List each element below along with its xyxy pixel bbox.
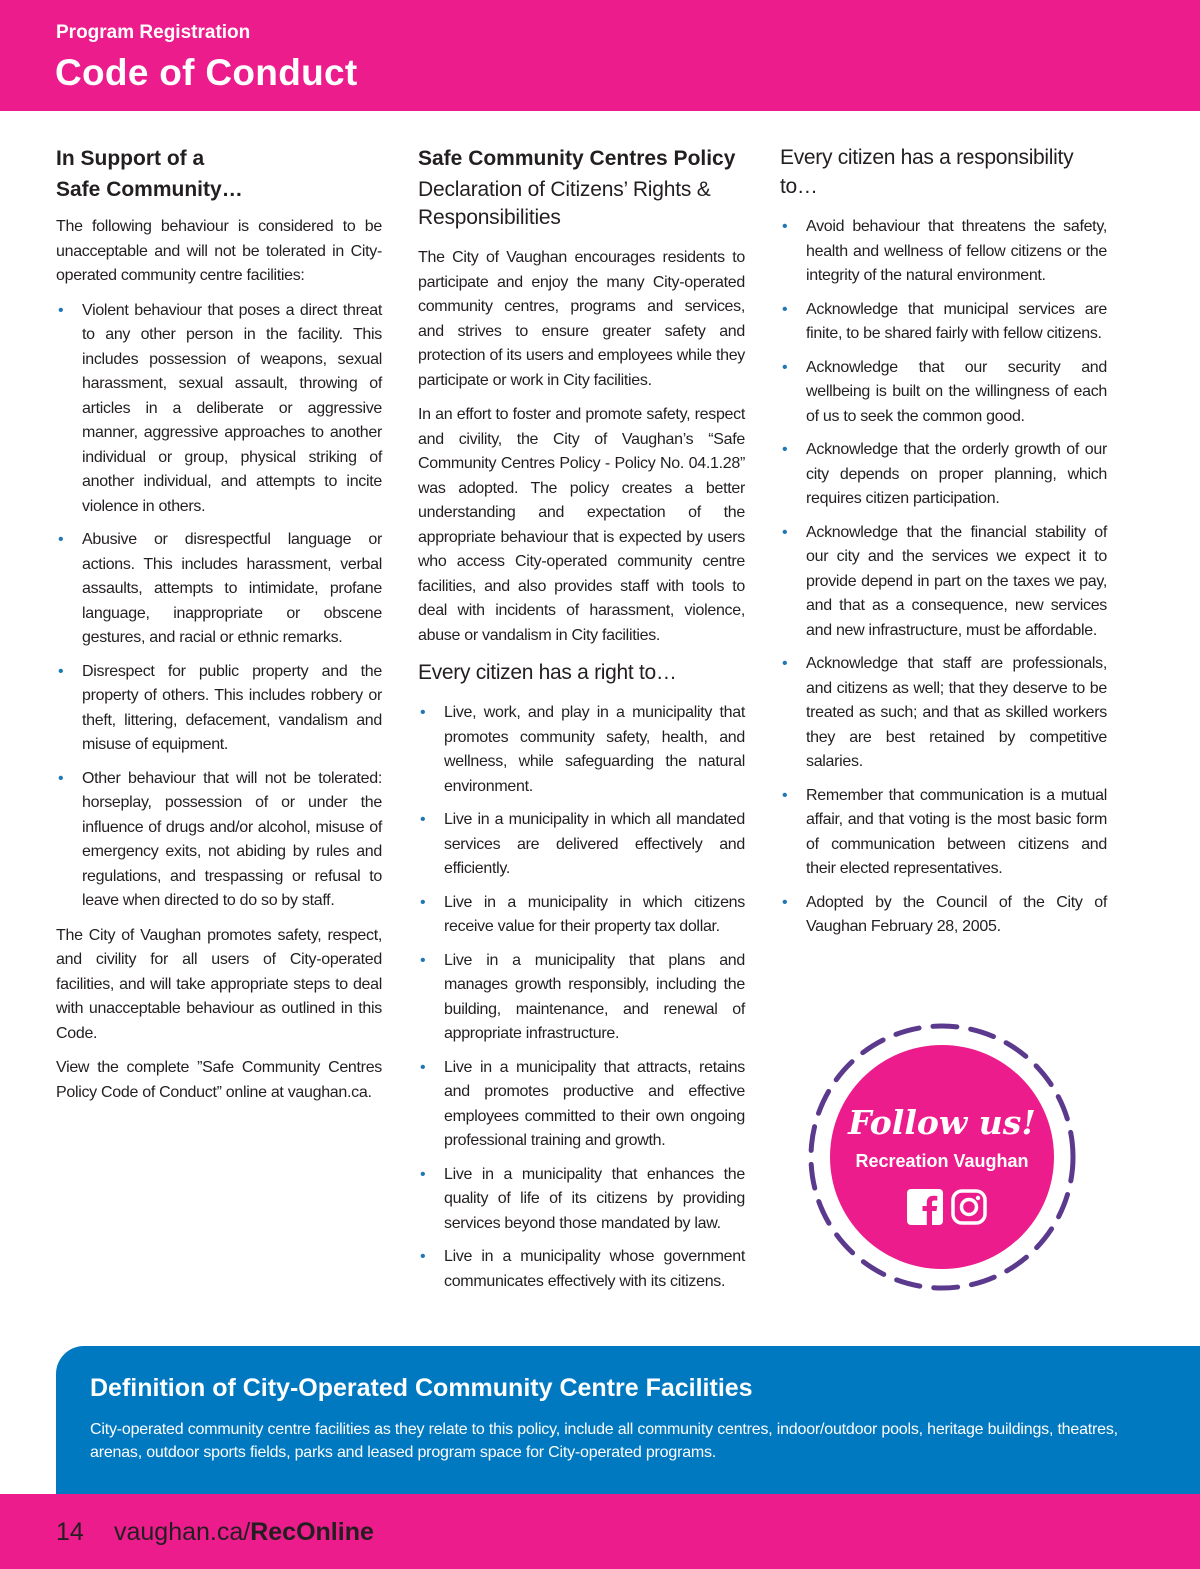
- responsibilities-heading: Every citizen has a responsibility to…: [780, 146, 1074, 198]
- definition-text: City-operated community centre facilities as they relate to this policy, include all community centres, indoor/outdoor pools, heritage buildings, theatres, arenas, outdoor sports fields, parks and leased program space for City-operated programs.: [90, 1421, 1118, 1461]
- list-item: • Acknowledge that municipal services are finite, to be shared fairly with fellow citizens.: [780, 298, 1107, 347]
- list-item: • Live in a municipality that enhances the quality of life of its citizens by providing services beyond those mandated by law.: [418, 1163, 745, 1237]
- list-item: • Live in a municipality that plans and manages growth responsibly, including the building, maintenance, and renewal of appropriate infrastructure.: [418, 949, 745, 1047]
- col2-paragraph: In an effort to foster and promote safety, respect and civility, the City of Vaughan’s “Safe Community Centres Policy - Policy No. 04.1.28” was adopted. The policy creates a better understanding and expectation of the appropriate behaviour that is expected by users who access City-operated community centre facilities, and also provides staff with tools to deal with incidents of harassment, violence, abuse or vandalism in City facilities.: [418, 406, 745, 644]
- list-item: • Acknowledge that the orderly growth of our city depends on proper planning, which requires citizen participation.: [780, 438, 1107, 512]
- rights-list: [418, 701, 745, 1294]
- follow-circle: [830, 1045, 1054, 1269]
- list-item: • Live, work, and play in a municipality that promotes community safety, health, and wellness, while safeguarding the natural environment.: [418, 701, 745, 799]
- list-item: • Violent behaviour that poses a direct threat to any other person in the facility. This includes possession of weapons, sexual harassment, sexual assault, throwing of articles in a deliberate or aggressive manner, aggressive approaches to another individual or group, physical striking of another individual, and attempts to incite violence in others.: [56, 299, 382, 520]
- col1-paragraph: The City of Vaughan promotes safety, respect, and civility for all users of City-operated facilities, and will take appropriate steps to deal with unacceptable behaviour as outlined in this Code.: [56, 926, 382, 1042]
- footer-bar: [0, 1494, 1200, 1569]
- page-title: Code of Conduct: [55, 52, 358, 93]
- column-policy: [418, 143, 745, 1304]
- col1-heading-line2: Safe Community…: [56, 178, 243, 201]
- section-kicker: Program Registration: [56, 22, 251, 43]
- list-item: • Acknowledge that staff are professionals, and citizens as well; that they deserve to be treated as such; and that as skilled workers they are best retained by competitive salaries.: [780, 652, 1107, 775]
- rights-heading: Every citizen has a right to…: [418, 661, 677, 684]
- definition-box: [56, 1346, 1200, 1494]
- list-item: • Acknowledge that the financial stability of our city and the services we expect it to provide depend in part on the taxes we pay, and that as a consequence, new services and new infrastructure, must be affordable.: [780, 521, 1107, 644]
- column-responsibilities: [780, 143, 1107, 950]
- page-number: 14: [56, 1518, 84, 1546]
- list-item: • Adopted by the Council of the City of Vaughan February 28, 2005.: [780, 891, 1107, 940]
- list-item: • Disrespect for public property and the property of others. This includes robbery or theft, littering, defacement, vandalism and misuse of equipment.: [56, 660, 382, 758]
- list-item: • Other behaviour that will not be tolerated: horseplay, possession of or under the influence of drugs and/or alcohol, misuse of emergency exits, not abiding by rules and regulations, and trespassing or refusal to leave when directed to do so by staff.: [56, 767, 382, 914]
- col1-heading-line1: In Support of a: [56, 147, 205, 170]
- url-prefix: vaughan.ca/: [114, 1518, 251, 1546]
- list-item: • Abusive or disrespectful language or actions. This includes harassment, verbal assaults, attempts to intimidate, profane language, inappropriate or obscene gestures, and racial or ethnic remarks.: [56, 528, 382, 651]
- follow-us-badge[interactable]: [807, 1022, 1077, 1292]
- col1-intro: The following behaviour is considered to be unacceptable and will not be tolerated in City-operated community centre facilities:: [56, 218, 382, 284]
- list-item: • Live in a municipality whose government communicates effectively with its citizens.: [418, 1245, 745, 1294]
- header-banner: [0, 0, 1200, 111]
- follow-subtitle: Recreation Vaughan: [855, 1151, 1029, 1171]
- definition-title: Definition of City-Operated Community Centre Facilities: [90, 1374, 753, 1402]
- list-item: • Acknowledge that our security and wellbeing is built on the willingness of each of us to seek the common good.: [780, 356, 1107, 430]
- responsibilities-list: [780, 215, 1107, 940]
- url-bold: RecOnline: [250, 1518, 374, 1546]
- list-item: • Live in a municipality in which citizens receive value for their property tax dollar.: [418, 891, 745, 940]
- column-safe-community: [56, 143, 382, 1115]
- col2-subheading: Declaration of Citizens’ Rights & Responsibilities: [418, 178, 711, 229]
- footer-url[interactable]: [114, 1518, 374, 1547]
- list-item: • Live in a municipality that attracts, retains and promotes productive and effective employees committed to their own ongoing professional training and growth.: [418, 1056, 745, 1154]
- col1-paragraph: View the complete ”Safe Community Centres Policy Code of Conduct” online at vaughan.ca.: [56, 1059, 382, 1101]
- list-item: • Live in a municipality in which all mandated services are delivered effectively and efficiently.: [418, 808, 745, 882]
- social-icons: [907, 1187, 987, 1227]
- facebook-icon[interactable]: [907, 1189, 943, 1225]
- col2-paragraph: The City of Vaughan encourages residents to participate and enjoy the many City-operated community centres, programs and services, and strives to ensure greater safety and protection of its users and employees while they participate or work in City facilities.: [418, 249, 745, 389]
- col1-heading: [56, 143, 382, 205]
- follow-title: Follow us!: [848, 1103, 1036, 1142]
- unacceptable-behaviour-list: [56, 299, 382, 914]
- instagram-icon[interactable]: [951, 1189, 987, 1225]
- list-item: • Avoid behaviour that threatens the safety, health and wellness of fellow citizens or the integrity of the natural environment.: [780, 215, 1107, 289]
- list-item: • Remember that communication is a mutual affair, and that voting is the most basic form of communication between citizens and their elected representatives.: [780, 784, 1107, 882]
- col2-heading: Safe Community Centres Policy: [418, 147, 736, 170]
